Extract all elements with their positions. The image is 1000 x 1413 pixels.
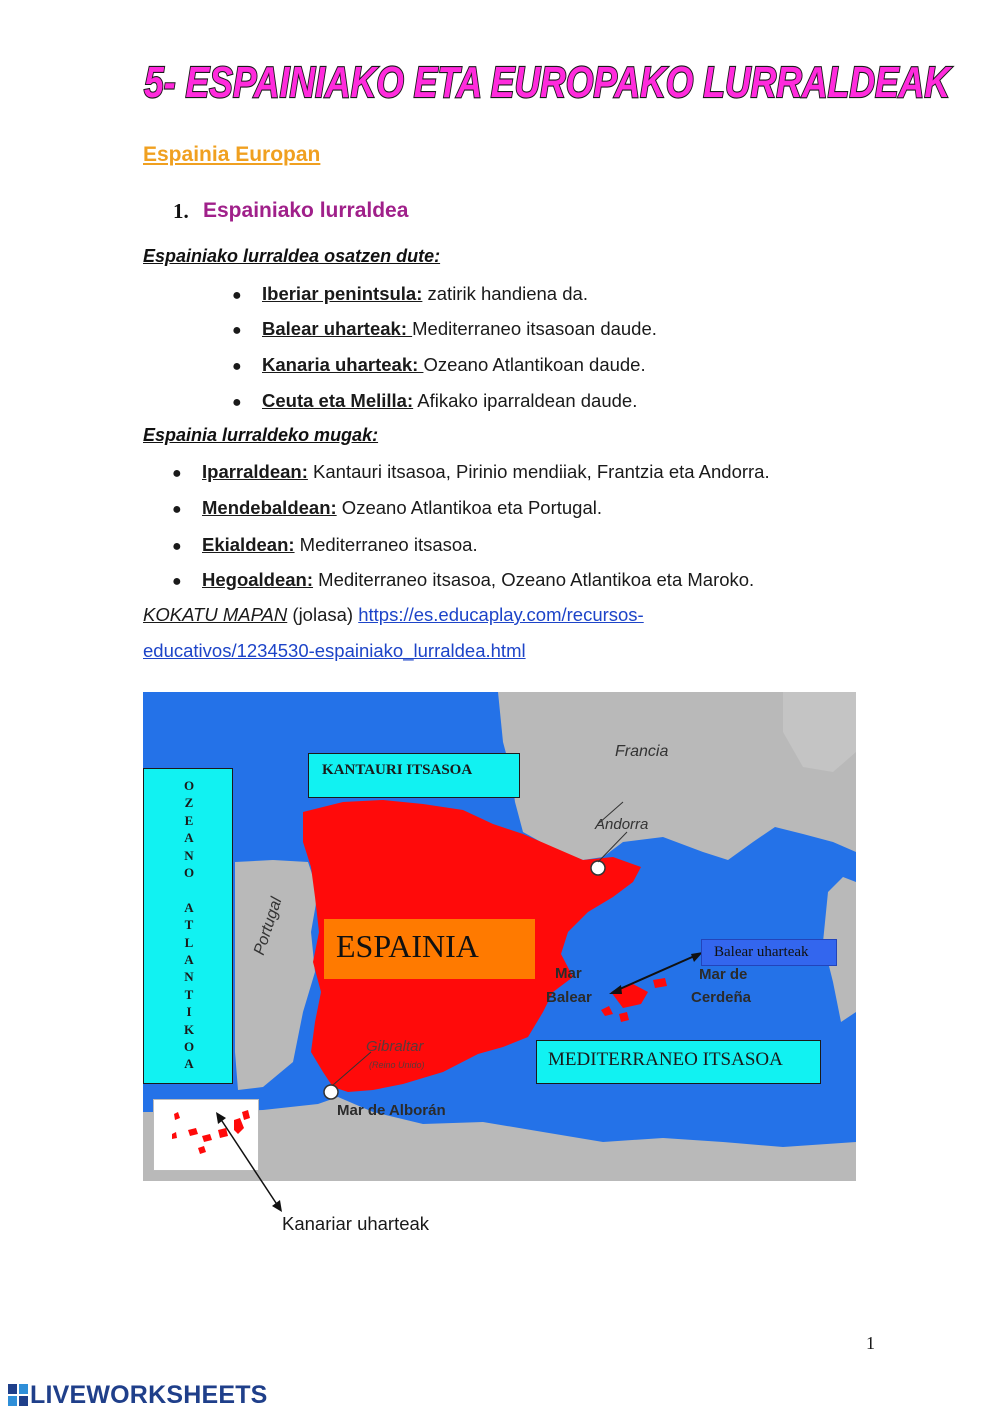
alboran-label: Mar de Alborán xyxy=(337,1102,446,1119)
ocean-letter: O xyxy=(183,1039,195,1054)
ocean-letter: Z xyxy=(184,795,194,811)
list-item xyxy=(172,497,602,519)
mar-balear-label-2: Balear xyxy=(546,989,592,1006)
list-item-text: Ozeano Atlantikoan daude. xyxy=(423,354,646,375)
ocean-letter: N xyxy=(184,847,194,863)
list-item-text: Mediterraneo itsasoa, Ozeano Atlantikoa eta Maroko. xyxy=(313,569,755,590)
ocean-letter: A xyxy=(184,1056,194,1072)
composition-heading: Espainiako lurraldea osatzen dute: xyxy=(143,246,441,266)
canary-caption: Kanariar uharteak xyxy=(282,1213,430,1234)
list-item xyxy=(232,354,646,376)
bullet-icon: ● xyxy=(172,501,182,518)
ocean-letter: T xyxy=(184,917,194,933)
spain-map xyxy=(143,692,856,1181)
mediterraneo-label-box xyxy=(536,1040,821,1084)
list-item-term: Kanaria uharteak: xyxy=(262,354,424,375)
bullet-icon: ● xyxy=(172,538,182,555)
ocean-letter: A xyxy=(184,830,194,846)
list-item-text: Ozeano Atlantikoa eta Portugal. xyxy=(336,497,603,518)
page-number: 1 xyxy=(866,1333,875,1353)
ocean-letter: O xyxy=(183,778,195,793)
bullet-icon: ● xyxy=(232,358,242,375)
list-item-term: Hegoaldean: xyxy=(202,569,314,590)
bullet-icon: ● xyxy=(172,573,182,590)
list-item xyxy=(232,283,588,305)
list-item-term: Balear uharteak: xyxy=(262,318,413,339)
title-text: 5- ESPAINIAKO ETA EUROPAKO LURRALDEAK xyxy=(144,58,953,107)
ocean-letter: I xyxy=(186,1004,192,1020)
ocean-letter: T xyxy=(184,986,194,1002)
list-item xyxy=(172,569,754,591)
reino-unido-label: (Reino Unido) xyxy=(369,1060,425,1070)
mar-balear-label: Mar xyxy=(555,965,582,982)
ocean-letter: E xyxy=(184,812,194,828)
list-item-term: Iberiar penintsula: xyxy=(262,283,423,304)
espainia-label-box xyxy=(324,919,535,979)
france-label: Francia xyxy=(615,743,669,760)
logo-icon xyxy=(8,1384,28,1406)
list-item-text: Kantauri itsasoa, Pirinio mendiiak, Frantzia eta Andorra. xyxy=(307,461,770,482)
mar-cerdena-label: Mar de xyxy=(699,966,748,983)
portugal-label: Portugal xyxy=(251,895,286,958)
kantauri-label-box xyxy=(308,753,520,798)
ocean-letter: A xyxy=(184,899,194,915)
game-line xyxy=(143,604,644,626)
list-item-term: Ekialdean: xyxy=(202,534,295,555)
andorra-label: Andorra xyxy=(595,816,649,833)
mar-cerdena-label-2: Cerdeña xyxy=(691,989,752,1006)
borders-heading: Espainia lurraldeko mugak: xyxy=(143,425,379,445)
subsection-number: 1. xyxy=(173,199,189,223)
game-line-continued xyxy=(143,640,526,662)
list-item-term: Mendebaldean: xyxy=(202,497,337,518)
list-item-text: Mediterraneo itsasoan daude. xyxy=(412,318,657,339)
bullet-icon: ● xyxy=(172,465,182,482)
game-suffix: (jolasa) xyxy=(287,604,359,625)
ocean-letter: O xyxy=(183,865,195,880)
ocean-letter: L xyxy=(184,934,194,950)
gibraltar-label: Gibraltar xyxy=(366,1038,424,1055)
balear-label: Balear uharteak xyxy=(714,944,809,960)
page-title xyxy=(140,52,960,112)
bullet-icon: ● xyxy=(232,322,242,339)
canary-arrow xyxy=(210,1110,300,1215)
game-link-continued[interactable]: educativos/1234530-espainiako_lurraldea.html xyxy=(143,640,526,661)
list-item-text: Mediterraneo itsasoa. xyxy=(294,534,478,555)
ocean-label-box xyxy=(143,768,233,1084)
list-item xyxy=(172,534,478,556)
kantauri-label: KANTAURI ITSASOA xyxy=(322,762,473,778)
list-item-text: Afikako iparraldean daude. xyxy=(413,390,638,411)
list-item-term: Ceuta eta Melilla: xyxy=(262,390,414,411)
list-item xyxy=(172,461,770,483)
andorra-marker xyxy=(591,861,605,875)
bullet-icon: ● xyxy=(232,394,242,411)
ocean-letter: N xyxy=(184,969,194,985)
game-label: KOKATU MAPAN xyxy=(143,604,288,625)
list-item-text: zatirik handiena da. xyxy=(422,283,588,304)
list-item xyxy=(232,390,637,412)
game-link[interactable]: https://es.educaplay.com/recursos- xyxy=(358,604,644,625)
ocean-letter: A xyxy=(184,952,194,967)
espainia-label: ESPAINIA xyxy=(336,928,479,964)
mediterraneo-label: MEDITERRANEO ITSASOA xyxy=(548,1049,783,1070)
balear-label-box xyxy=(701,939,837,966)
list-item xyxy=(232,318,657,340)
bullet-icon: ● xyxy=(232,287,242,304)
ocean-letter: K xyxy=(183,1021,195,1037)
subsection-title: Espainiako lurraldea xyxy=(203,199,409,222)
section-heading: Espainia Europan xyxy=(143,143,321,166)
list-item-term: Iparraldean: xyxy=(202,461,308,482)
logo-text: LIVEWORKSHEETS xyxy=(30,1381,268,1409)
gibraltar-marker xyxy=(324,1085,338,1099)
